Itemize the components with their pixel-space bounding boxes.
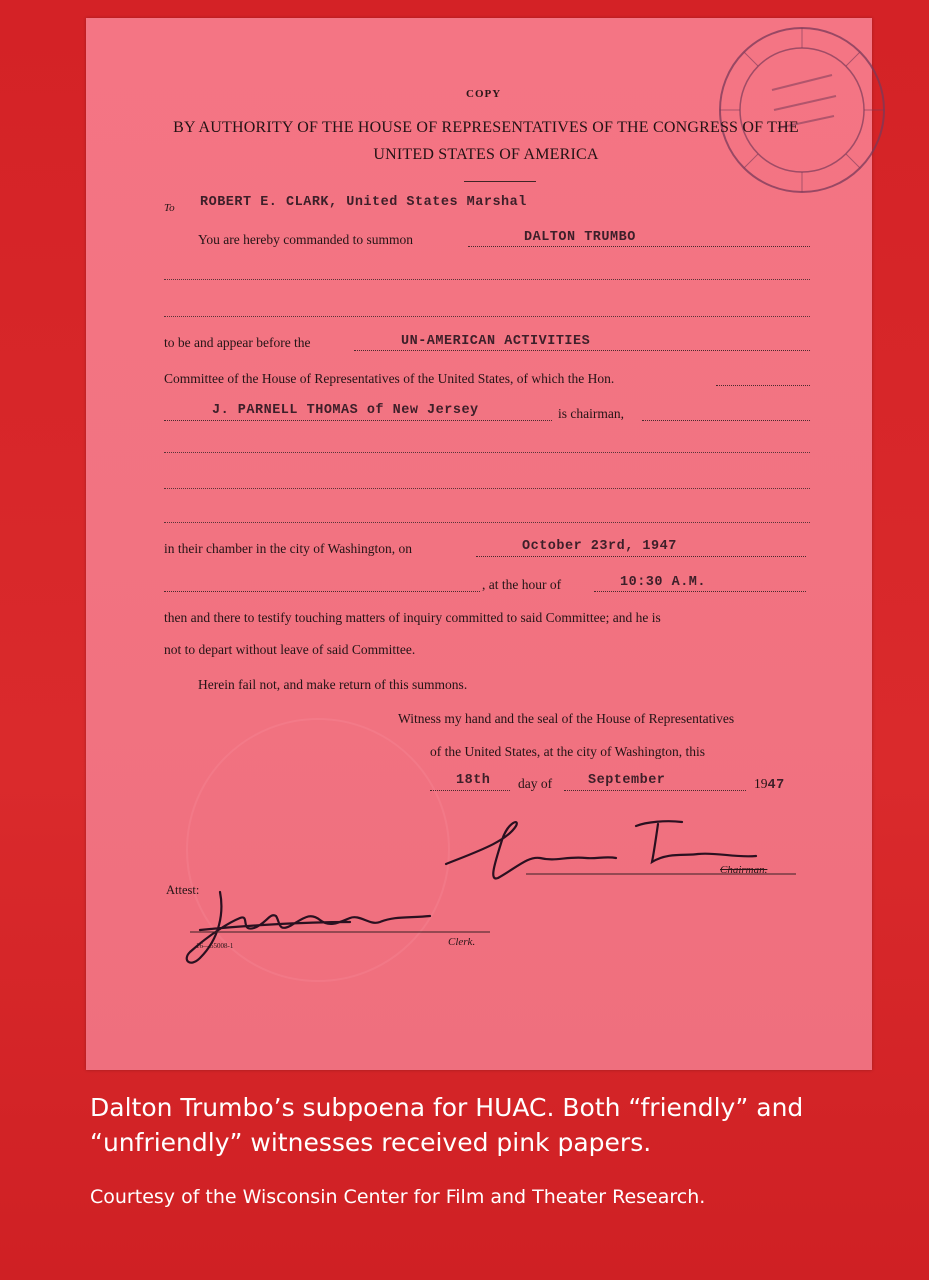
- day-value: 18th: [456, 773, 491, 788]
- chairman-text: is chairman,: [558, 406, 624, 421]
- blank-line: [164, 315, 810, 317]
- blank-line: [164, 521, 810, 523]
- testify-line-2: not to depart without leave of said Committee.: [164, 642, 416, 657]
- hour-leading-line: [164, 576, 480, 592]
- year-value: 47: [767, 778, 785, 793]
- chairman-label: Chairman.: [720, 864, 768, 876]
- committee-value: UN-AMERICAN ACTIVITIES: [401, 334, 591, 349]
- summon-fill-line: [468, 231, 810, 247]
- hon-fill-line: [716, 370, 810, 386]
- year-prefix: 1947: [754, 776, 785, 793]
- date-value: October 23rd, 1947: [522, 539, 677, 554]
- caption-title: Dalton Trumbo’s subpoena for HUAC. Both “friendly” and “unfriendly” witnesses received pink papers.: [90, 1093, 804, 1157]
- document-heading: [146, 114, 826, 168]
- to-label: To: [164, 202, 175, 214]
- copy-label: COPY: [466, 88, 502, 100]
- heading-divider: [464, 181, 536, 182]
- chairman-trailing-line: [642, 405, 810, 421]
- heading-line-2: UNITED STATES OF AMERICA: [373, 146, 599, 163]
- day-of-text: day of: [518, 776, 553, 791]
- chairman-value: J. PARNELL THOMAS of New Jersey: [212, 403, 479, 418]
- summon-value: DALTON TRUMBO: [524, 230, 636, 245]
- testify-line-1: then and there to testify touching matters of inquiry committed to said Committee; and he is: [164, 610, 661, 625]
- chamber-text: in their chamber in the city of Washington, on: [164, 541, 412, 556]
- committee-text: Committee of the House of Representatives of the United States, of which the Hon.: [164, 371, 615, 386]
- herein-text: Herein fail not, and make return of this summons.: [198, 677, 468, 692]
- witness-line-1: Witness my hand and the seal of the House of Representatives: [398, 711, 735, 726]
- blank-line: [164, 278, 810, 280]
- attest-label: Attest:: [166, 883, 200, 897]
- received-stamp: [712, 20, 892, 200]
- clerk-signature: [180, 882, 500, 972]
- to-value: ROBERT E. CLARK, United States Marshal: [200, 195, 527, 210]
- clerk-label: Clerk.: [448, 936, 476, 948]
- chairman-signature: [436, 812, 806, 892]
- summon-text: You are hereby commanded to summon: [198, 232, 413, 247]
- appear-text: to be and appear before the: [164, 335, 311, 350]
- hour-text: , at the hour of: [482, 577, 562, 592]
- subpoena-document: [86, 18, 872, 1070]
- form-number: 16—55008-1: [196, 942, 234, 950]
- caption-credit: Courtesy of the Wisconsin Center for Film and Theater Research.: [90, 1186, 706, 1208]
- blank-line: [164, 487, 810, 489]
- witness-line-2: of the United States, at the city of Washington, this: [430, 744, 705, 759]
- hour-value: 10:30 A.M.: [620, 575, 707, 590]
- blank-line: [164, 451, 810, 453]
- month-value: September: [588, 773, 666, 788]
- heading-line-1: BY AUTHORITY OF THE HOUSE OF REPRESENTATIVES OF THE CONGRESS OF THE: [173, 119, 799, 136]
